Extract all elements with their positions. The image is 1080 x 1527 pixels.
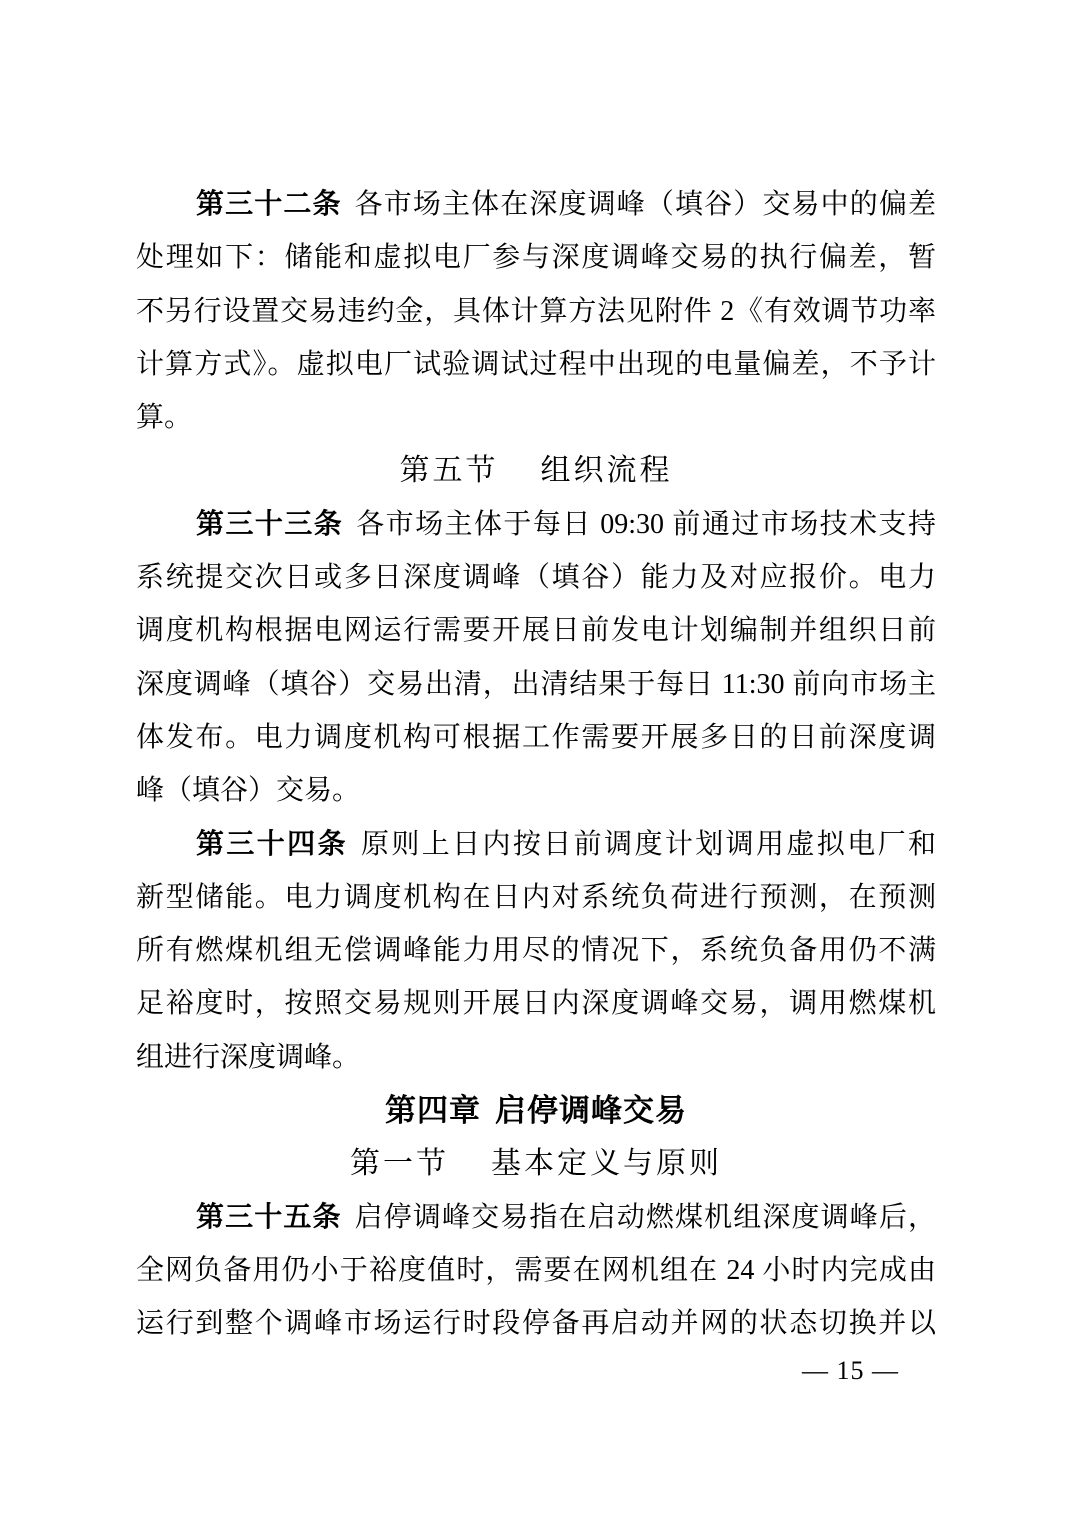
text-run: 启停调峰交易指在启动燃煤机组深度调峰后， xyxy=(354,1201,936,1233)
article-34-paragraph xyxy=(136,818,936,1084)
text-line xyxy=(136,1191,936,1244)
text-line: 系统提交次日或多日深度调峰（填谷）能力及对应报价。电力 xyxy=(136,562,936,594)
text-line: 所有燃煤机组无偿调峰能力用尽的情况下，系统负备用仍不满 xyxy=(136,935,936,967)
section-1-title: 基本定义与原则 xyxy=(491,1147,722,1181)
text-run: 各市场主体于每日 09:30 前通过市场技术支持 xyxy=(356,508,936,540)
article-35-term: 第三十五条 xyxy=(196,1201,342,1233)
section-1-number: 第一节 xyxy=(350,1147,449,1181)
text-line: 全网负备用仍小于裕度值时，需要在网机组在 24 小时内完成由 xyxy=(136,1254,936,1286)
article-35-paragraph xyxy=(136,1191,936,1351)
chapter-4-heading xyxy=(136,1084,936,1137)
article-32-term: 第三十二条 xyxy=(196,189,342,220)
text-line xyxy=(136,178,936,231)
text-line: 深度调峰（填谷）交易出清，出清结果于每日 11:30 前向市场主 xyxy=(136,668,936,700)
text-line: 新型储能。电力调度机构在日内对系统负荷进行预测，在预测 xyxy=(136,881,936,913)
text-line: 处理如下：储能和虚拟电厂参与深度调峰交易的执行偏差，暂 xyxy=(136,242,936,274)
text-line xyxy=(136,498,936,551)
text-run: 原则上日内按日前调度计划调用虚拟电厂和 xyxy=(360,828,936,860)
text-line: 足裕度时，按照交易规则开展日内深度调峰交易，调用燃煤机 xyxy=(136,988,936,1020)
section-1-heading xyxy=(136,1137,936,1190)
text-run: 各市场主体在深度调峰（填谷）交易中的偏差 xyxy=(354,189,936,220)
page-content xyxy=(136,178,936,1351)
text-line: 计算方式》。虚拟电厂试验调试过程中出现的电量偏差，不予计 xyxy=(136,348,936,380)
section-5-heading xyxy=(136,444,936,497)
section-5-number: 第五节 xyxy=(399,454,499,488)
article-33-paragraph xyxy=(136,498,936,818)
text-line: 调度机构根据电网运行需要开展日前发电计划编制并组织日前 xyxy=(136,615,936,647)
text-line: 体发布。电力调度机构可根据工作需要开展多日的日前深度调 xyxy=(136,721,936,753)
article-32-paragraph xyxy=(136,178,936,444)
chapter-4-number: 第四章 xyxy=(385,1093,481,1129)
chapter-4-title: 启停调峰交易 xyxy=(495,1093,687,1129)
article-33-term: 第三十三条 xyxy=(196,508,344,540)
text-line xyxy=(136,818,936,871)
text-line: 算。 xyxy=(136,402,193,434)
text-line: 不另行设置交易违约金，具体计算方法见附件 2《有效调节功率 xyxy=(136,295,936,327)
article-34-term: 第三十四条 xyxy=(196,828,348,860)
text-line: 峰（填谷）交易。 xyxy=(136,775,361,807)
page-number: — 15 — xyxy=(802,1356,899,1385)
text-line: 运行到整个调峰市场运行时段停备再启动并网的状态切换并以 xyxy=(136,1308,936,1340)
text-line: 组进行深度调峰。 xyxy=(136,1041,361,1073)
section-5-title: 组织流程 xyxy=(540,454,673,488)
